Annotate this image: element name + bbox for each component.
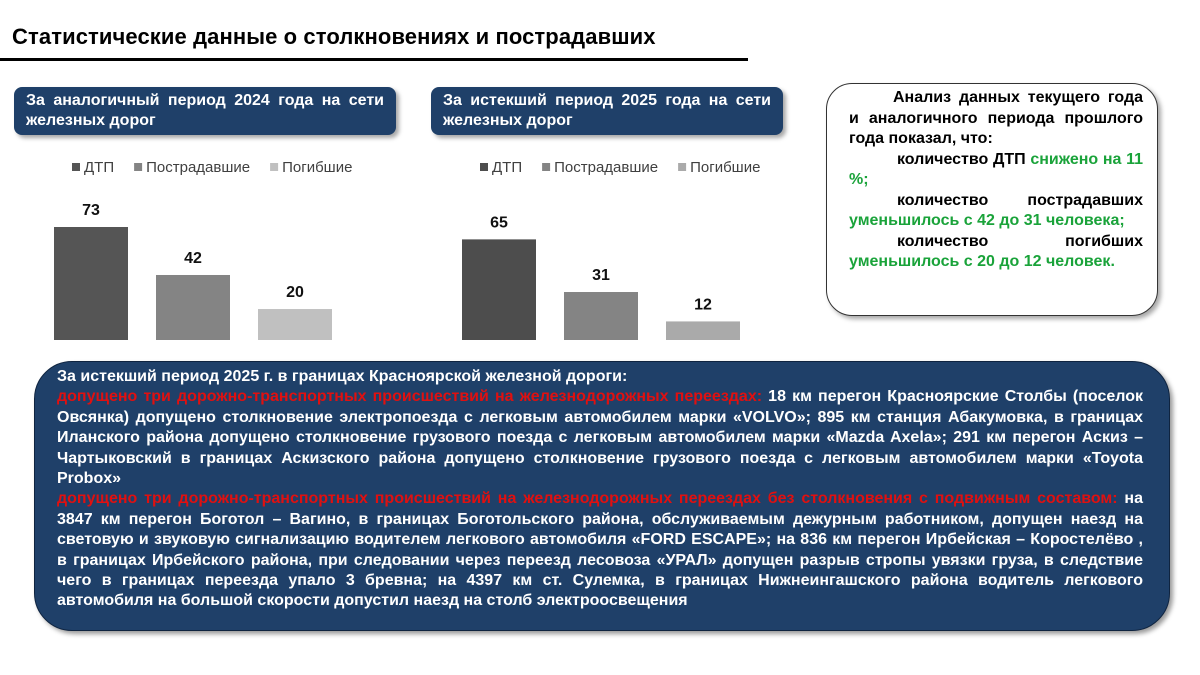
details-collisions-label: допущено три дорожно-транспортных происшествий на железнодорожных переездах:: [57, 388, 763, 406]
analysis-dtp-label: количество ДТП: [897, 150, 1031, 168]
data-label-1: 65: [490, 214, 508, 232]
details-no-collisions-text: на 3847 км перегон Боготол – Вагино, в границах Боготольского района, обслуживаемым дежурным работником, допущен наезд на световую и звуковую сигнализацию водителем легкового автомобиля «FORD ESCAPE»; на 836 км перегон Ирбейская – Коростелёво , в границах Ирбейского района, при следовании через переезд лесовоза «УРАЛ» допущен разрыв стропы увязки груза, в следствие чего в границах переезда упало 3 бревна; на 4397 км ст. Сулемка, в границах Нижнеингашского района водитель легкового автомобиля на большой скорости допустил наезд на столб электроосвещения: [57, 490, 1143, 610]
analysis-intro: Анализ данных текущего года и аналогичного периода прошлого года показал, что:: [849, 89, 1143, 147]
details-collisions-text: 18 км перегон Красноярские Столбы (поселок Овсянка) допущено столкновение электропоезда с легковым автомобилем марки «VOLVO»; 895 км станция Абакумовка, в границах Иланского района допущено столкновение грузового поезда с легковым автомобилем марки «Mazda Axela»; 291 км перегон Аскиз – Чартыковский в границах Аскизского района допущено столкновение грузового поезда с легковым автомобилем марки «Toyota Probox»: [57, 388, 1143, 488]
chart-2024-svg: [40, 150, 400, 350]
page-title: Статистические данные о столкновениях и пострадавших: [12, 24, 656, 49]
data-label-3: 12: [694, 296, 712, 314]
analysis-dtp: [849, 150, 1143, 191]
bar-1: [54, 227, 128, 340]
analysis-injured-change: уменьшилось с 42 до 31 человека;: [849, 212, 1125, 229]
details-crossings-no-collisions: [57, 489, 1143, 611]
chart-2025: [448, 150, 808, 350]
details-heading: За истекший период 2025 г. в границах Красноярской железной дороги:: [57, 368, 628, 385]
legend-label: Погибшие: [282, 159, 353, 176]
legend-item: [678, 159, 760, 176]
legend-item: [542, 159, 658, 176]
legend-swatch: [542, 163, 550, 171]
bar-1: [462, 239, 536, 340]
legend-swatch: [678, 163, 686, 171]
legend-swatch: [72, 163, 80, 171]
analysis-killed-change: уменьшилось с 20 до 12 человек.: [849, 253, 1115, 270]
data-label-1: 73: [82, 202, 100, 219]
legend-item: [134, 159, 250, 176]
legend-label: Погибшие: [690, 159, 761, 176]
legend-label: ДТП: [84, 159, 115, 176]
chart-2024: [40, 150, 400, 350]
data-label-3: 20: [286, 284, 304, 302]
title-underline: [0, 58, 748, 61]
legend-swatch: [134, 163, 142, 171]
bar-3: [258, 309, 332, 340]
chart-2025-svg: [448, 150, 808, 350]
bar-3: [666, 321, 740, 340]
legend-label: ДТП: [492, 159, 523, 176]
legend-swatch: [480, 163, 488, 171]
period-2024-header: За аналогичный период 2024 года на сети железных дорог: [14, 87, 396, 135]
analysis-injured-label: количество пострадавших: [897, 191, 1143, 209]
data-label-2: 31: [592, 267, 610, 285]
period-2025-header: За истекший период 2025 года на сети железных дорог: [431, 87, 783, 135]
legend-label: Пострадавшие: [146, 159, 251, 176]
legend-item: [72, 159, 114, 176]
data-label-2: 42: [184, 249, 202, 267]
details-box: [34, 361, 1170, 631]
legend-item: [270, 159, 352, 176]
legend-item: [480, 159, 522, 176]
analysis-killed-label: количество погибших: [897, 232, 1143, 250]
details-no-collisions-label: допущено три дорожно-транспортных происшествий на железнодорожных переездах без столкновения с подвижным составом:: [57, 490, 1118, 508]
bar-2: [564, 292, 638, 340]
analysis-injured: [849, 191, 1143, 232]
bar-2: [156, 275, 230, 340]
analysis-dtp-change: снижено на 11 %;: [849, 150, 1144, 188]
analysis-killed: [849, 232, 1143, 273]
legend-label: Пострадавшие: [554, 159, 659, 176]
legend-swatch: [270, 163, 278, 171]
details-crossings-collisions: [57, 387, 1143, 489]
analysis-box: [826, 83, 1158, 316]
